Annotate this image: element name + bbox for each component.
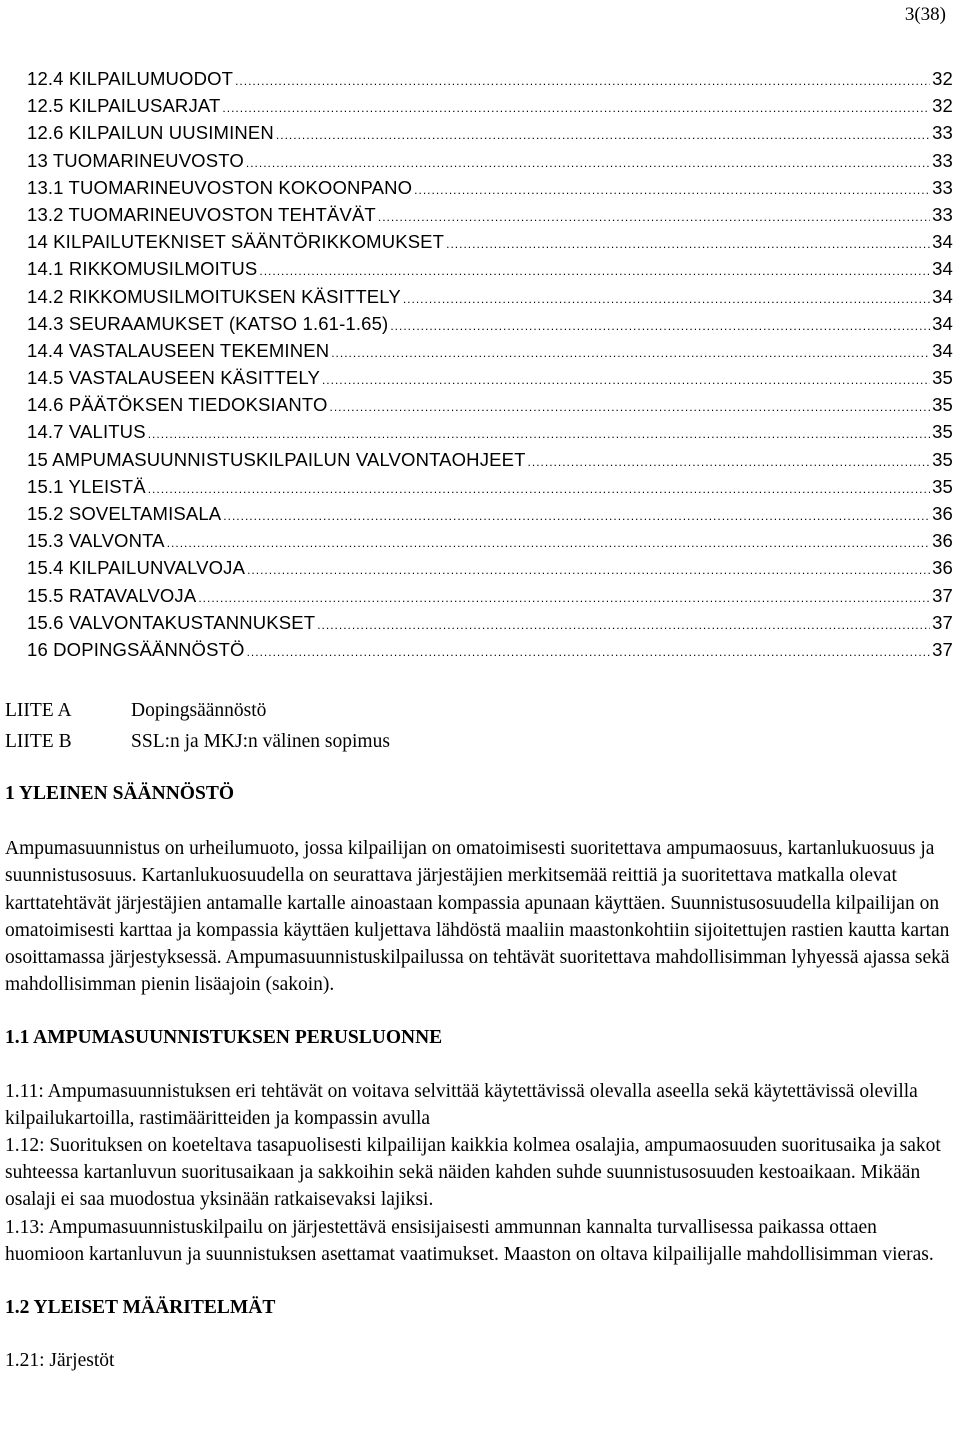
toc-leader-dots xyxy=(330,400,931,414)
toc-leader-dots xyxy=(390,319,930,333)
toc-entry[interactable] xyxy=(27,612,953,639)
toc-leader-dots xyxy=(167,536,930,550)
toc-entry-page: 33 xyxy=(932,203,953,225)
appendix-title: SSL:n ja MKJ:n välinen sopimus xyxy=(131,731,390,752)
toc-entry-label: 15 AMPUMASUUNNISTUSKILPAILUN VALVONTAOHJEET xyxy=(27,448,526,470)
toc-entry-page: 37 xyxy=(932,638,953,660)
toc-entry[interactable] xyxy=(27,340,953,367)
toc-entry-label: 14.6 PÄÄTÖKSEN TIEDOKSIANTO xyxy=(27,394,328,416)
toc-entry-page: 32 xyxy=(932,95,953,117)
appendix-id: LIITE B xyxy=(5,731,72,752)
toc-leader-dots xyxy=(198,591,930,605)
document-body xyxy=(5,780,955,1374)
toc-entry[interactable] xyxy=(27,122,953,149)
toc-leader-dots xyxy=(378,210,930,224)
toc-leader-dots xyxy=(247,645,931,659)
toc-entry-page: 34 xyxy=(932,231,953,253)
toc-entry[interactable] xyxy=(27,639,953,666)
toc-entry-page: 37 xyxy=(932,584,953,606)
toc-leader-dots xyxy=(259,264,930,278)
toc-entry-label: 12.5 KILPAILUSARJAT xyxy=(27,95,221,117)
toc-leader-dots xyxy=(528,455,931,469)
toc-entry-page: 36 xyxy=(932,530,953,552)
toc-entry-page: 34 xyxy=(932,285,953,307)
appendix-title: Dopingsäännöstö xyxy=(131,700,267,721)
toc-entry-label: 16 DOPINGSÄÄNNÖSTÖ xyxy=(27,638,245,660)
toc-entry[interactable] xyxy=(27,503,953,530)
toc-entry[interactable] xyxy=(27,204,953,231)
toc-entry[interactable] xyxy=(27,231,953,258)
toc-entry-page: 33 xyxy=(932,122,953,144)
toc-entry-page: 37 xyxy=(932,611,953,633)
toc-entry[interactable] xyxy=(27,286,953,313)
appendix-list xyxy=(5,700,390,762)
toc-entry-label: 15.5 RATAVALVOJA xyxy=(27,584,197,606)
toc-entry-label: 13.1 TUOMARINEUVOSTON KOKOONPANO xyxy=(27,176,413,198)
section-heading: 1 YLEINEN SÄÄNNÖSTÖ xyxy=(5,783,234,804)
toc-leader-dots xyxy=(246,156,930,170)
toc-entry-label: 14 KILPAILUTEKNISET SÄÄNTÖRIKKOMUKSET xyxy=(27,231,445,253)
toc-entry-page: 35 xyxy=(932,421,953,443)
rule-paragraph: 1.13: Ampumasuunnistuskilpailu on järjestettävä ensisijaisesti ammunnan kannalta turvallisessa paikassa ottaen huomioon kartanluvun ja suunnistuksen asettamat vaatimukset. Maaston on oltava kilpailijalle mahdollisimman vieras. xyxy=(5,1216,934,1265)
toc-leader-dots xyxy=(446,237,930,251)
toc-entry[interactable] xyxy=(27,150,953,177)
toc-entry[interactable] xyxy=(27,585,953,612)
toc-leader-dots xyxy=(317,618,930,632)
toc-entry-label: 14.3 SEURAAMUKSET (KATSO 1.61-1.65) xyxy=(27,312,389,334)
toc-entry[interactable] xyxy=(27,476,953,503)
toc-entry-label: 12.6 KILPAILUN UUSIMINEN xyxy=(27,122,274,144)
rule-paragraph: 1.11: Ampumasuunnistuksen eri tehtävät on voitava selvittää käytettävissä olevalla aseella sekä käytettävissä olevilla kilpailukartoilla, rastimääritteiden ja kompassin avulla xyxy=(5,1080,918,1129)
toc-entry-page: 36 xyxy=(932,557,953,579)
toc-entry[interactable] xyxy=(27,313,953,340)
toc-leader-dots xyxy=(403,292,930,306)
toc-leader-dots xyxy=(414,183,930,197)
toc-leader-dots xyxy=(148,482,930,496)
toc-entry-label: 14.5 VASTALAUSEEN KÄSITTELY xyxy=(27,367,320,389)
toc-leader-dots xyxy=(331,346,930,360)
subsection-heading: 1.2 YLEISET MÄÄRITELMÄT xyxy=(5,1297,276,1319)
toc-entry-page: 35 xyxy=(932,448,953,470)
toc-entry-page: 36 xyxy=(932,503,953,524)
toc-entry-page: 35 xyxy=(932,367,953,389)
toc-entry-page: 34 xyxy=(932,258,953,280)
rule-paragraph: 1.21: Järjestöt xyxy=(5,1350,115,1372)
toc-leader-dots xyxy=(222,101,930,115)
appendix-id: LIITE A xyxy=(5,700,72,721)
toc-entry-label: 15.3 VALVONTA xyxy=(27,530,165,552)
toc-entry-page: 34 xyxy=(932,312,953,334)
toc-entry[interactable] xyxy=(27,177,953,204)
toc-leader-dots xyxy=(223,509,930,523)
page-number: 3(38) xyxy=(904,4,946,25)
toc-entry[interactable] xyxy=(27,68,953,95)
toc-leader-dots xyxy=(235,74,930,88)
toc-entry-label: 14.1 RIKKOMUSILMOITUS xyxy=(27,258,258,280)
toc-entry-page: 35 xyxy=(932,475,953,497)
toc-entry-page: 32 xyxy=(932,68,953,89)
toc-entry-label: 14.7 VALITUS xyxy=(27,421,146,443)
toc-entry[interactable] xyxy=(27,421,953,448)
appendix-entry xyxy=(5,700,390,731)
toc-entry-label: 15.1 YLEISTÄ xyxy=(27,475,146,497)
toc-entry-label: 14.2 RIKKOMUSILMOITUKSEN KÄSITTELY xyxy=(27,285,401,307)
toc-entry[interactable] xyxy=(27,394,953,421)
toc-entry-page: 34 xyxy=(932,339,953,361)
toc-entry-label: 15.4 KILPAILUNVALVOJA xyxy=(27,557,246,579)
intro-paragraph: Ampumasuunnistus on urheilumuoto, jossa kilpailijan on omatoimisesti suoritettava ampumaosuus, kartanlukuosuus ja suunnistusosuus. Kartanlukuosuudella on seurattava järjestäjien merkitsemää reittiä ja suoritettava matkalla olevat karttatehtävät järjestäjien antamalle kartalle ainoastaan kompassia apunaan käyttäen. Suunnistusosuudella kilpailijan on omatoimisesti karttaa ja kompassia käyttäen kuljettava lähdöstä maaliin maastonkohtiin sijoitettujen rastien kautta kartan osoittamassa järjestyksessä. Ampumasuunnistuskilpailussa on tehtävät suoritettava mahdollisimman lyhyessä ajassa sekä mahdollisimman pienin lisäajoin (sakoin). xyxy=(5,838,950,996)
toc-entry-label: 15.2 SOVELTAMISALA xyxy=(27,503,222,524)
rule-paragraph: 1.12: Suorituksen on koeteltava tasapuolisesti kilpailijan kaikkia kolmea osalajia, ampumaosuuden suoritusaika ja sakot suhteessa kartanluvun suoritusaikaan ja sakkoihin sekä näiden kahden suhde suunnistusosuuden kestoaikaan. Mikään osalaji ei saa muodostua yksinään ratkaisevaksi lajiksi. xyxy=(5,1135,941,1211)
toc-entry[interactable] xyxy=(27,449,953,476)
toc-entry[interactable] xyxy=(27,367,953,394)
toc-entry-label: 13 TUOMARINEUVOSTO xyxy=(27,149,244,171)
toc-leader-dots xyxy=(148,427,930,441)
table-of-contents xyxy=(27,68,953,666)
toc-entry-label: 14.4 VASTALAUSEEN TEKEMINEN xyxy=(27,339,330,361)
appendix-entry xyxy=(5,731,390,762)
toc-entry-label: 12.4 KILPAILUMUODOT xyxy=(27,68,234,89)
toc-leader-dots xyxy=(276,128,930,142)
toc-entry[interactable] xyxy=(27,557,953,584)
toc-entry-page: 33 xyxy=(932,149,953,171)
toc-entry-page: 33 xyxy=(932,176,953,198)
toc-entry[interactable] xyxy=(27,258,953,285)
toc-entry-label: 13.2 TUOMARINEUVOSTON TEHTÄVÄT xyxy=(27,203,376,225)
subsection-heading: 1.1 AMPUMASUUNNISTUKSEN PERUSLUONNE xyxy=(5,1027,443,1049)
toc-leader-dots xyxy=(247,563,930,577)
toc-entry-page: 35 xyxy=(932,394,953,416)
toc-entry[interactable] xyxy=(27,530,953,557)
toc-entry-label: 15.6 VALVONTAKUSTANNUKSET xyxy=(27,611,316,633)
toc-leader-dots xyxy=(322,373,930,387)
toc-entry[interactable] xyxy=(27,95,953,122)
